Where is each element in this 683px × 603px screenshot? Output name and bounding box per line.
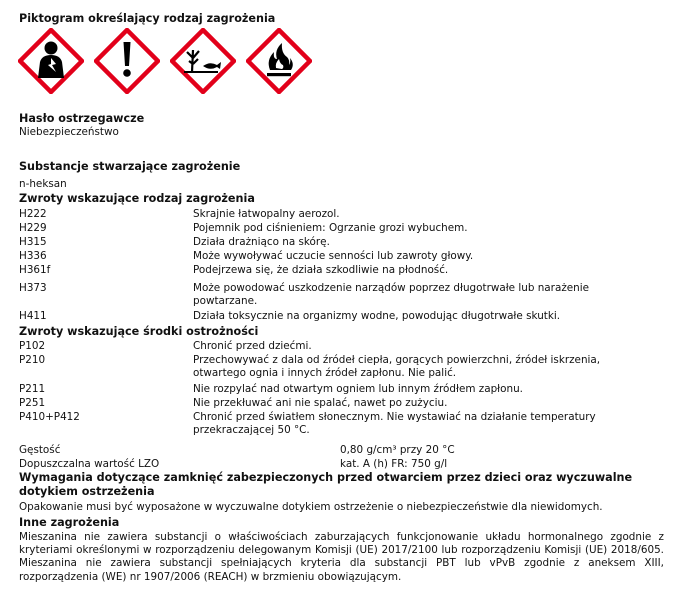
statement-code: H315 [19,236,47,248]
ghs02-flame-icon [246,28,312,94]
signal-word-value: Niebezpieczeństwo [19,126,119,138]
statement-code: H336 [19,250,47,262]
property-value: kat. A (h) FR: 750 g/l [340,458,448,470]
other-hazards-text: Mieszanina nie zawiera substancji o właściwościach zaburzających funkcjonowanie układu hormonalnego zgodnie z kryteriami określonymi w rozporządzeniu delegowanym Komisji (UE) 2017/2100 lub rozporządzeniu Komisji (UE) 2018/605. Mieszanina nie zawiera substancji spełniających kryteria dla substancji PBT lub vPvB zgodnie z aneksem XIII, rozporządzenia (WE) nr 1907/2006 (REACH) w brzmieniu obowiązującym. [19,531,664,583]
property-label: Gęstość [19,444,61,456]
ghs09-environment-icon [170,28,236,94]
statement-text: Może wywoływać uczucie senności lub zawroty głowy. [193,250,474,262]
ghs07-exclamation-mark-icon [94,28,160,94]
closures-heading: Wymagania dotyczące zamknięć zabezpieczonych przed otwarciem przez dzieci oraz wyczuwalne dotykiem ostrzeżenia [19,471,633,498]
statement-code: H411 [19,310,47,322]
statement-code: H229 [19,222,47,234]
statement-text: Nie przekłuwać ani nie spalać, nawet po zużyciu. [193,397,448,409]
hazard-statements-heading: Zwroty wskazujące rodzaj zagrożenia [19,192,255,205]
substances-value: n-heksan [19,178,67,190]
statement-code: H222 [19,208,47,220]
statement-text: Pojemnik pod ciśnieniem: Ogrzanie grozi wybuchem. [193,222,468,234]
statement-code: H373 [19,282,47,294]
statement-code: P211 [19,383,46,395]
ghs08-health-hazard-icon [18,28,84,94]
pictogram-heading: Piktogram określający rodzaj zagrożenia [19,12,276,25]
statement-text: Działa toksycznie na organizmy wodne, powodując długotrwałe skutki. [193,310,561,322]
statement-text: Działa drażniąco na skórę. [193,236,330,248]
statement-text: Chronić przed światłem słonecznym. Nie wystawiać na działanie temperatury przekraczającej 50 °C. [193,411,596,437]
other-hazards-heading: Inne zagrożenia [19,516,120,529]
statement-text: Może powodować uszkodzenie narządów poprzez długotrwałe lub narażenie powtarzane. [193,282,590,308]
substances-heading: Substancje stwarzające zagrożenie [19,160,241,173]
statement-code: P251 [19,397,46,409]
precautionary-statements-heading: Zwroty wskazujące środki ostrożności [19,325,259,338]
closures-value: Opakowanie musi być wyposażone w wyczuwalne dotykiem ostrzeżenie o niebezpieczeństwie dla niewidomych. [19,501,603,513]
statement-text: Nie rozpylać nad otwartym ogniem lub innym źródłem zapłonu. [193,383,523,395]
property-value: 0,80 g/cm³ przy 20 °C [340,444,455,456]
property-label: Dopuszczalna wartość LZO [19,458,160,470]
statement-code: P410+P412 [19,411,80,423]
statement-text: Chronić przed dziećmi. [193,340,312,352]
statement-code: P210 [19,354,46,366]
statement-code: P102 [19,340,46,352]
statement-code: H361f [19,264,51,276]
statement-text: Przechowywać z dala od źródeł ciepła, gorących powierzchni, źródeł iskrzenia, otwartego ognia i innych źródeł zapłonu. Nie palić. [193,354,601,380]
statement-text: Podejrzewa się, że działa szkodliwie na płodność. [193,264,449,276]
signal-word-heading: Hasło ostrzegawcze [19,112,145,125]
statement-text: Skrajnie łatwopalny aerozol. [193,208,340,220]
